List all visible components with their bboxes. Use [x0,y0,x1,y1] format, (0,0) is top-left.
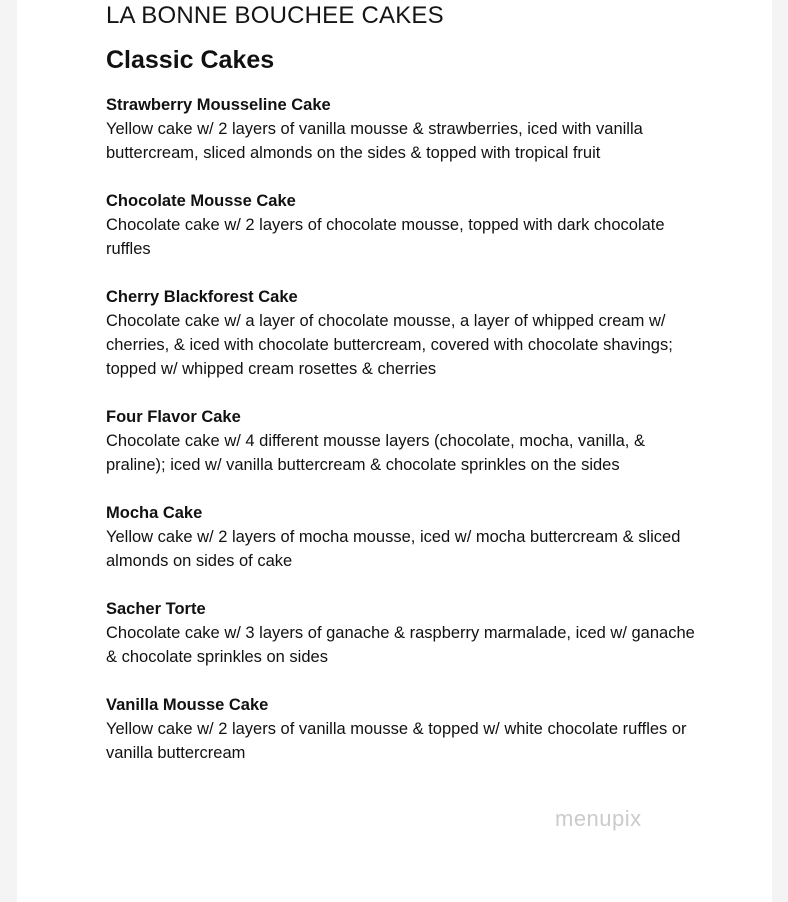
menu-item [106,93,696,165]
menu-items [106,93,696,765]
item-description: Yellow cake w/ 2 layers of mocha mousse, iced w/ mocha buttercream & sliced almonds on sides of cake [106,528,681,570]
item-name: Vanilla Mousse Cake [106,696,269,714]
item-name: Four Flavor Cake [106,408,241,426]
menu-item [106,597,696,669]
section-title: Classic Cakes [106,46,275,74]
item-description: Chocolate cake w/ a layer of chocolate mousse, a layer of whipped cream w/ cherries, & iced with chocolate buttercream, covered with chocolate shavings; topped w/ whipped cream rosettes & cherries [106,312,673,378]
menu-item [106,189,696,261]
item-name: Sacher Torte [106,600,206,618]
item-description: Chocolate cake w/ 4 different mousse layers (chocolate, mocha, vanilla, & praline); iced w/ vanilla buttercream & chocolate sprinkles on the sides [106,432,645,474]
item-name: Chocolate Mousse Cake [106,192,296,210]
item-name: Strawberry Mousseline Cake [106,96,331,114]
menu-page [17,0,772,902]
item-description: Yellow cake w/ 2 layers of vanilla mousse & strawberries, iced with vanilla buttercream, sliced almonds on the sides & topped with tropical fruit [106,120,643,162]
watermark-logo: menupix [555,806,642,831]
menu-item [106,405,696,477]
menu-item [106,285,696,381]
menu-item [106,693,696,765]
item-description: Chocolate cake w/ 3 layers of ganache & raspberry marmalade, iced w/ ganache & chocolate sprinkles on sides [106,624,695,666]
item-description: Chocolate cake w/ 2 layers of chocolate mousse, topped with dark chocolate ruffles [106,216,665,258]
item-name: Mocha Cake [106,504,203,522]
item-description: Yellow cake w/ 2 layers of vanilla mousse & topped w/ white chocolate ruffles or vanilla buttercream [106,720,687,762]
menu-item [106,501,696,573]
item-name: Cherry Blackforest Cake [106,288,298,306]
brand-title: LA BONNE BOUCHEE CAKES [106,2,444,29]
